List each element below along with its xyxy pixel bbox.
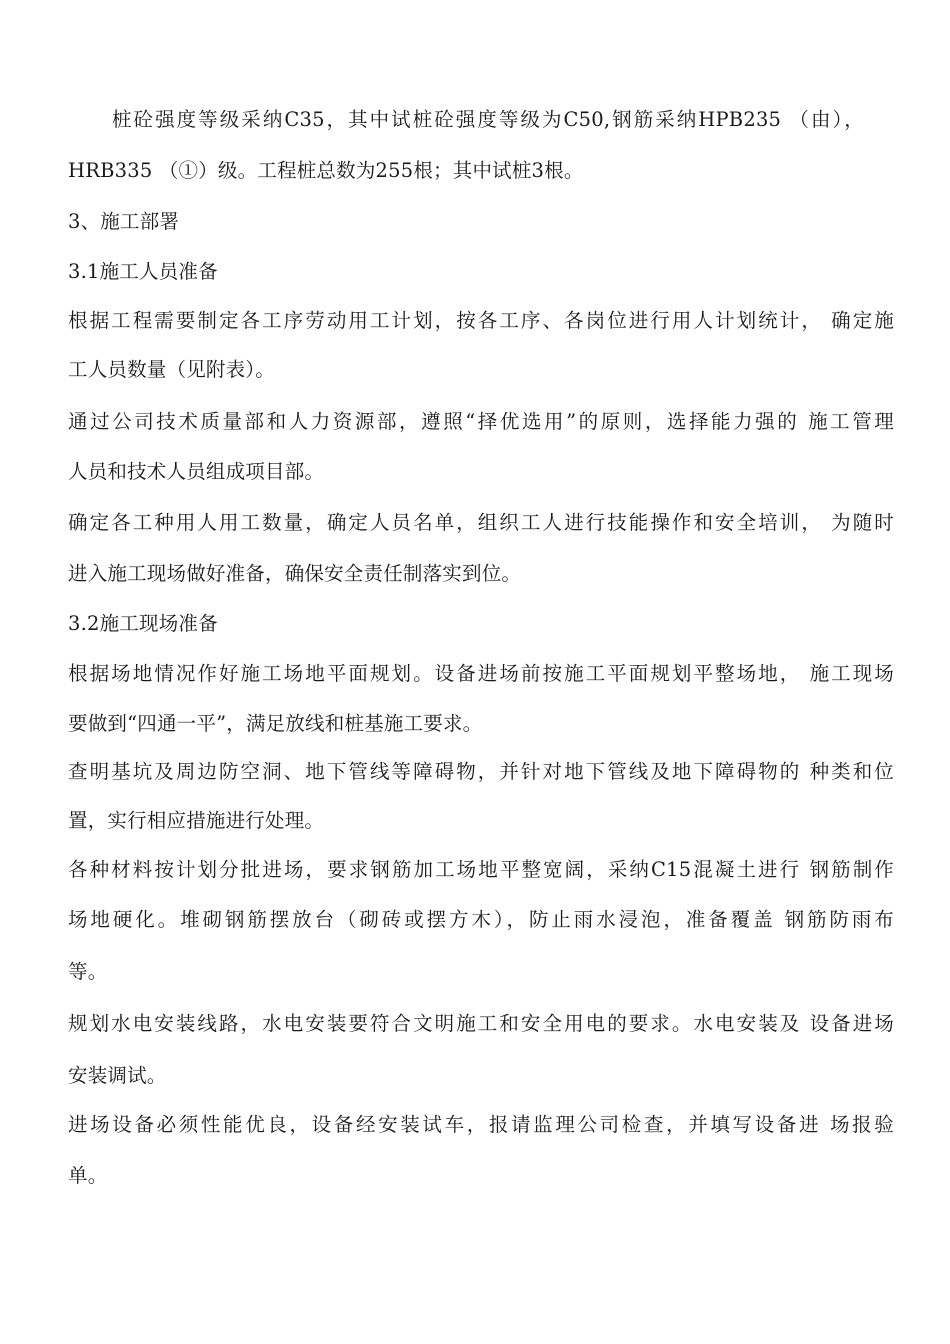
paragraph-line: 根据工程需要制定各工序劳动用工计划，按各工序、各岗位进行用人计划统计， 确定施 [68, 309, 894, 332]
subsection-heading: 3.2施工现场准备 [68, 612, 218, 635]
paragraph-line: 规划水电安装线路，水电安装要符合文明施工和安全用电的要求。水电安装及 设备进场 [68, 1012, 894, 1035]
section-heading: 3、施工部署 [68, 210, 180, 233]
paragraph-line: 通过公司技术质量部和人力资源部，遵照“择优选用”的原则，选择能力强的 施工管理 [68, 410, 894, 433]
paragraph-line: 安装调试。 [68, 1064, 167, 1087]
subsection-heading: 3.1施工人员准备 [68, 260, 218, 283]
paragraph-line: 置，实行相应措施进行处理。 [68, 809, 325, 832]
paragraph-line: 桩砼强度等级采纳C35，其中试桩砼强度等级为C50,钢筋采纳HPB235 （由）， [112, 108, 864, 131]
paragraph-line: 场地硬化。堆砌钢筋摆放台（砌砖或摆方木），防止雨水浸泡，准备覆盖 钢筋防雨布 [68, 908, 894, 931]
paragraph-line: 确定各工种用人用工数量，确定人员名单，组织工人进行技能操作和安全培训， 为随时 [68, 511, 894, 534]
paragraph-line: 人员和技术人员组成项目部。 [68, 460, 325, 483]
paragraph-line: 单。 [68, 1164, 108, 1187]
paragraph-line: 查明基坑及周边防空洞、地下管线等障碍物，并针对地下管线及地下障碍物的 种类和位 [68, 760, 894, 783]
paragraph-line: HRB335 （①）级。工程桩总数为255根；其中试桩3根。 [68, 159, 584, 182]
paragraph-line: 根据场地情况作好施工场地平面规划。设备进场前按施工平面规划平整场地， 施工现场 [68, 662, 894, 685]
paragraph-line: 等。 [68, 960, 108, 983]
paragraph-line: 工人员数量（见附表）。 [68, 358, 275, 381]
paragraph-line: 进入施工现场做好准备，确保安全责任制落实到位。 [68, 562, 522, 585]
paragraph-line: 进场设备必须性能优良，设备经安装试车，报请监理公司检查，并填写设备进 场报验 [68, 1113, 894, 1136]
paragraph-line: 各种材料按计划分批进场，要求钢筋加工场地平整宽阔，采纳C15混凝土进行 钢筋制作 [68, 858, 894, 881]
paragraph-line: 要做到“四通一平”，满足放线和桩基施工要求。 [68, 712, 483, 735]
